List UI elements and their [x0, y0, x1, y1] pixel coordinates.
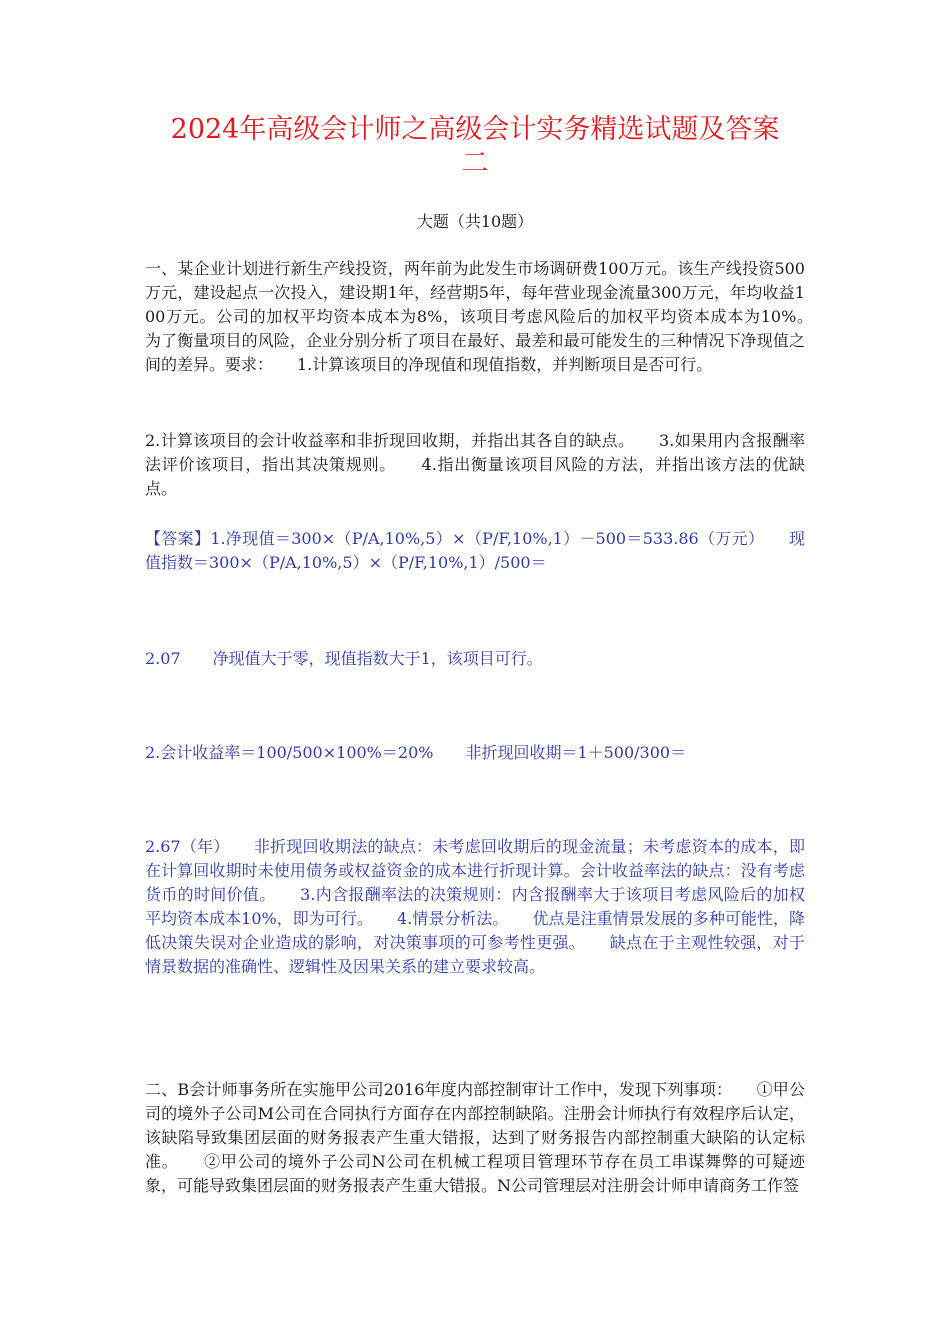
document-title-line1: 2024年高级会计师之高级会计实务精选试题及答案	[170, 114, 780, 145]
question-1-text: 一、某企业计划进行新生产线投资，两年前为此发生市场调研费100万元。该生产线投资500万元，建设起点一次投入，建设期1年，经营期5年，每年营业现金流量300万元，年均收益100万元。公司的加权平均资本成本为8%，该项目考虑风险后的加权平均资本成本为10%。 为了衡量项目的风险，企业分别分析了项目在最好、最差和最可能发生的三种情况下净现值之间的差异。要求： 1.计算该项目的净现值和现值指数，并判断项目是否可行。	[145, 259, 838, 374]
question-2-text: 二、B会计师事务所在实施甲公司2016年度内部控制审计工作中，发现下列事项： ①甲公司的境外子公司M公司在合同执行方面存在内部控制缺陷。注册会计师执行有效程序后认定，该缺陷导致集团层面的财务报表产生重大错报，达到了财务报告内部控制重大缺陷的认定标准。 ②甲公司的境外子公司N公司在机械工程项目管理环节存在员工串谋舞弊的可疑迹象，可能导致集团层面的财务报表产生重大错报。N公司管理层对注册会计师申请商务工作签	[145, 1080, 805, 1195]
answer-1-paragraph: 【答案】1.净现值＝300×（P/A,10%,5）×（P/F,10%,1）－500＝533.86（万元） 现值指数＝300×（P/A,10%,5）×（P/F,10%,1）/500＝	[145, 529, 805, 572]
document-title-line2: 二	[461, 148, 489, 179]
section-heading: 大题（共10题）	[416, 212, 534, 231]
answer-3-paragraph: 2.会计收益率＝100/500×100%＝20% 非折现回收期＝1＋500/300＝	[145, 743, 687, 762]
question-1-requirements: 2.计算该项目的会计收益率和非折现回收期，并指出其各自的缺点。 3.如果用内含报酬率法评价该项目，指出其决策规则。 4.指出衡量该项目风险的方法，并指出该方法的优缺点。	[145, 431, 805, 498]
answer-2-paragraph: 2.07 净现值大于零，现值指数大于1，该项目可行。	[145, 649, 543, 668]
answer-4-paragraph: 2.67（年） 非折现回收期法的缺点：未考虑回收期后的现金流量；未考虑资本的成本，即在计算回收期时未使用债务或权益资金的成本进行折现计算。会计收益率法的缺点：没有考虑货币的时间价值。 3.内含报酬率法的决策规则：内含报酬率大于该项目考虑风险后的加权平均资本成本10%，即为可行。 4.情景分析法。 优点是注重情景发展的多种可能性，降低决策失误对企业造成的影响，对决策事项的可参考性更强。 缺点在于主观性较强，对于情景数据的准确性、逻辑性及因果关系的建立要求较高。	[145, 837, 805, 976]
